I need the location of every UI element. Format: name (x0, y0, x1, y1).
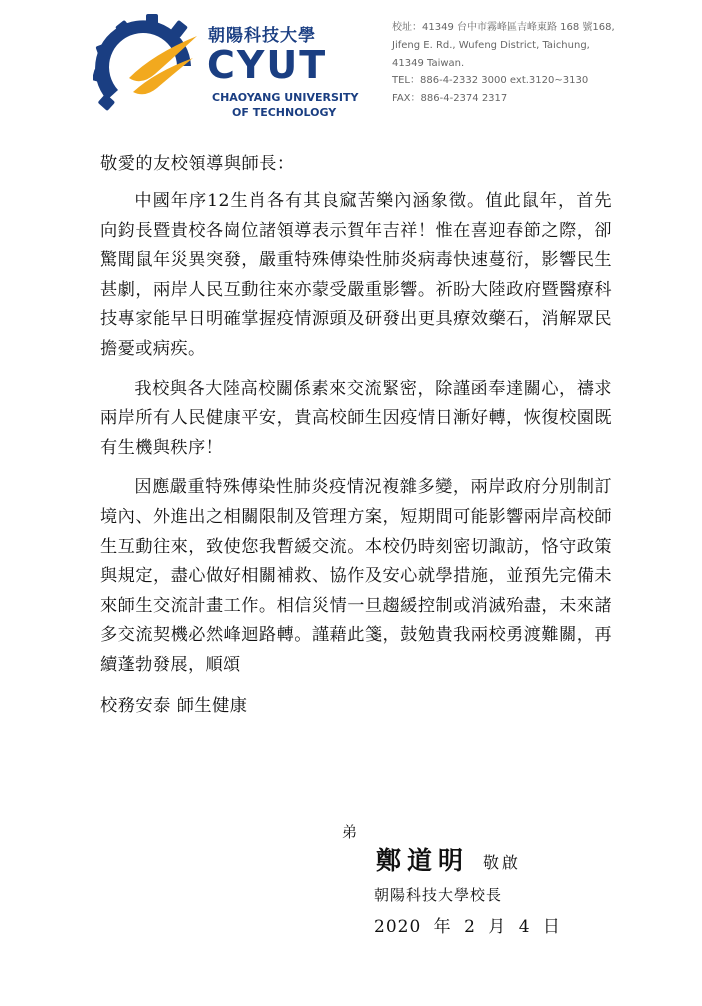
org-name-chinese: 朝陽科技大學 (208, 26, 316, 46)
signature-respect-term: 敬啟 (483, 853, 522, 872)
paragraph: 中國年序12生肖各有其良窳苦樂內涵象徵。值此鼠年，首先向鈞長暨貴校各崗位諸領導表示賀年吉祥！惟在喜迎春節之際，卻驚聞鼠年災異突發，嚴重特殊傳染性肺炎病毒快速蔓衍，影響民生甚劇，兩岸人民互動往來亦蒙受嚴重影響。祈盼大陸政府暨醫療科技專家能早日明確掌握疫情源頭及研發出更具療效藥石，消解眾民擔憂或病疾。 (100, 191, 612, 359)
contact-line: Jifeng E. Rd., Wufeng District, Taichung, (392, 39, 590, 51)
letter-body (100, 149, 612, 721)
contact-line: 41349 Taiwan. (392, 57, 465, 69)
salutation: 敬愛的友校領導與師長： (100, 154, 295, 174)
paragraph: 我校與各大陸高校關係素來交流緊密，除謹函奉達關心，禱求兩岸所有人民健康平安，貴高校師生因疫情日漸好轉，恢復校園既有生機與秩序！ (100, 378, 612, 458)
contact-block (392, 19, 615, 108)
org-name-english-line2: OF TECHNOLOGY (232, 106, 337, 119)
contact-line: TEL：886-4-2332 3000 ext.3120~3130 (392, 75, 589, 87)
contact-line: FAX：886-4-2374 2317 (392, 93, 508, 105)
org-abbreviation: CYUT (207, 43, 328, 87)
org-name-english-line1: CHAOYANG UNIVERSITY (212, 91, 359, 104)
gear-icon (93, 14, 191, 111)
cyut-gear-logo-icon (93, 14, 211, 120)
signatory-name: 鄭道明 (376, 846, 470, 875)
signature-modest-term: 弟 (342, 823, 358, 841)
letter-date: 2020 年 2 月 4 日 (374, 917, 561, 937)
closing-wishes: 校務安泰 師生健康 (100, 695, 248, 716)
paragraph: 因應嚴重特殊傳染性肺炎疫情況複雜多變，兩岸政府分別制訂境內、外進出之相關限制及管理方案，短期間可能影響兩岸高校師生互動往來，致使您我暫緩交流。本校仍時刻密切諏訪，恪守政策與規定，盡心做好相關補救、協作及安心就學措施，並預先完備未來師生交流計畫工作。相信災情一旦趨緩控制或消滅殆盡，未來諸多交流契機必然峰迴路轉。謹藉此箋，鼓勉貴我兩校勇渡難關，再續蓬勃發展，順頌 (100, 477, 612, 675)
letterhead (0, 0, 702, 130)
contact-line: 校址：41349 台中市霧峰區吉峰東路 168 號168, (392, 22, 615, 33)
signatory-title: 朝陽科技大學校長 (374, 886, 503, 904)
